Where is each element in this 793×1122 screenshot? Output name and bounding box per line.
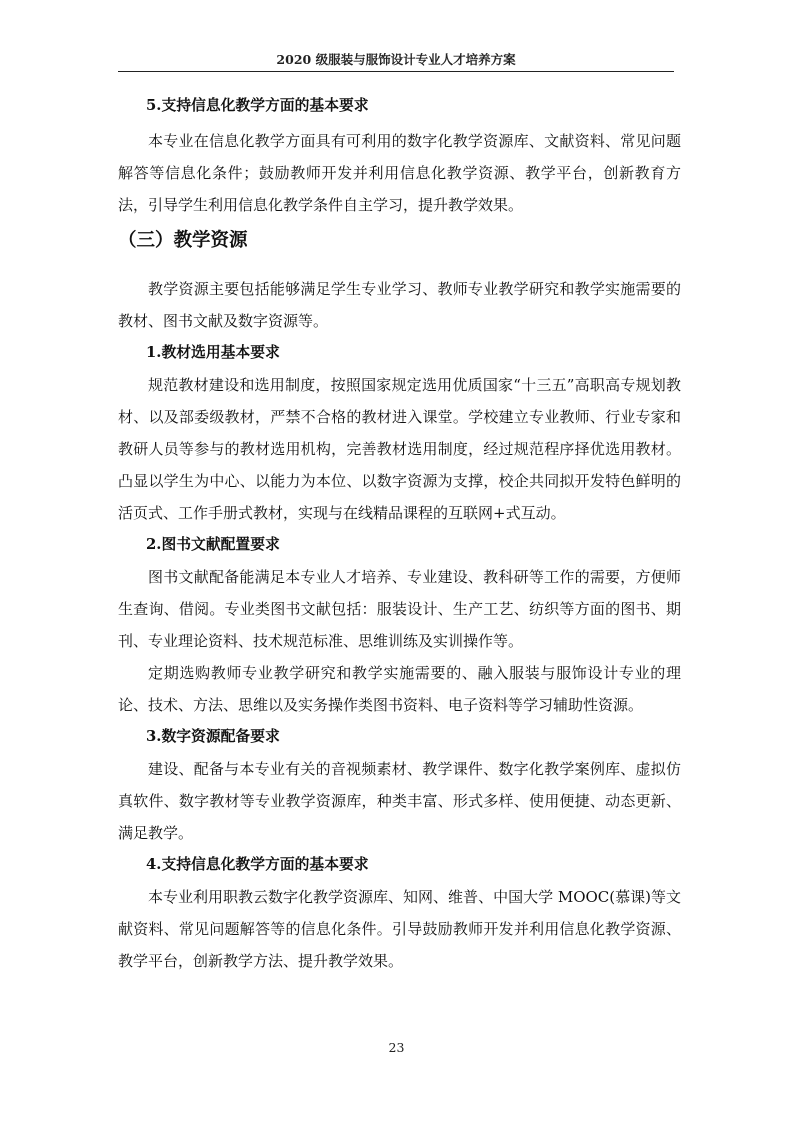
paragraph-r2-2: 定期选购教师专业教学研究和教学实施需要的、融入服装与服饰设计专业的理论、技术、方法、思维以及实务操作类图书资料、电子资料等学习辅助性资源。 bbox=[118, 664, 681, 714]
heading-r4: 4.支持信息化教学方面的基本要求 bbox=[146, 856, 369, 873]
paragraph-r2-1: 图书文献配备能满足本专业人才培养、专业建设、教科研等工作的需要，方便师生查询、借阅。专业类图书文献包括：服装设计、生产工艺、纺织等方面的图书、期刊、专业理论资料、技术规范标准、思维训练及实训操作等。 bbox=[118, 568, 681, 650]
heading-s5: 5.支持信息化教学方面的基本要求 bbox=[146, 97, 369, 114]
heading-r1: 1.教材选用基本要求 bbox=[146, 344, 280, 361]
paragraph-r4: 本专业利用职教云数字化教学资源库、知网、维普、中国大学 MOOC(慕课)等文献资料、常见问题解答等的信息化条件。引导鼓励教师开发并利用信息化教学资源、教学平台，创新教学方法、提升教学效果。 bbox=[118, 888, 681, 970]
heading-r3: 3.数字资源配备要求 bbox=[146, 728, 280, 745]
paragraph-resources-intro: 教学资源主要包括能够满足学生专业学习、教师专业教学研究和教学实施需要的教材、图书文献及数字资源等。 bbox=[118, 280, 681, 330]
heading-r2: 2.图书文献配置要求 bbox=[146, 536, 280, 553]
page-body bbox=[118, 96, 681, 977]
paragraph-r1: 规范教材建设和选用制度，按照国家规定选用优质国家“十三五”高职高专规划教材、以及部委级教材，严禁不合格的教材进入课堂。学校建立专业教师、行业专家和教研人员等参与的教材选用机构，完善教材选用制度，经过规范程序择优选用教材。凸显以学生为中心、以能力为本位、以数字资源为支撑，校企共同拟开发特色鲜明的活页式、工作手册式教材，实现与在线精品课程的互联网+式互动。 bbox=[118, 376, 681, 522]
heading-teaching-resources: （三）教学资源 bbox=[118, 230, 248, 251]
header-rule bbox=[118, 71, 674, 72]
page-number: 23 bbox=[388, 1040, 405, 1055]
paragraph-s5: 本专业在信息化教学方面具有可利用的数字化教学资源库、文献资料、常见问题解答等信息化条件；鼓励教师开发并利用信息化教学资源、教学平台，创新教育方法，引导学生利用信息化教学条件自主学习，提升教学效果。 bbox=[118, 132, 681, 214]
running-header: 2020 级服装与服饰设计专业人才培养方案 bbox=[276, 52, 516, 67]
paragraph-r3: 建设、配备与本专业有关的音视频素材、教学课件、数字化教学案例库、虚拟仿真软件、数字教材等专业教学资源库，种类丰富、形式多样、使用便捷、动态更新、满足教学。 bbox=[118, 760, 681, 842]
